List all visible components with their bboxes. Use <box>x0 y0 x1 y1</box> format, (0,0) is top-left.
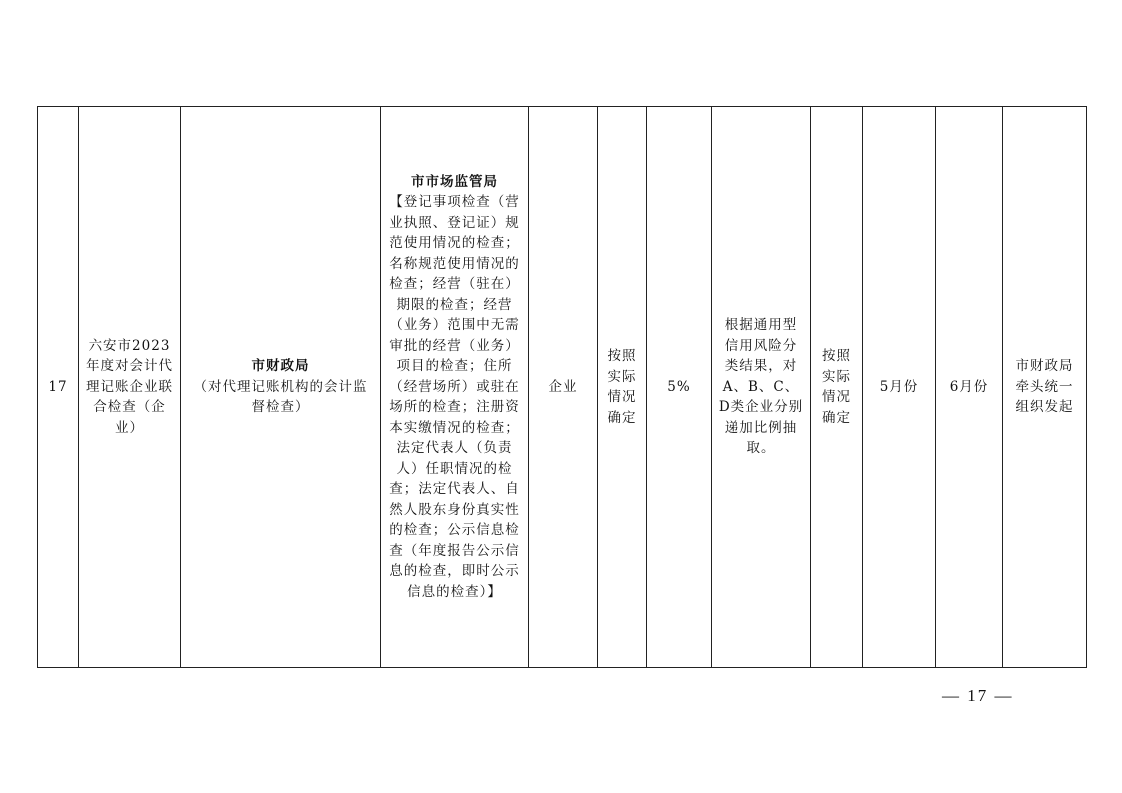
method-cell <box>712 107 811 668</box>
inspection-plan-table <box>37 106 1087 668</box>
lead-dept-detail: （对代理记账机构的会计监督检查） <box>193 378 368 416</box>
ratio-cell <box>647 107 712 668</box>
coop-dept-name: 市市场监管局 <box>411 173 498 190</box>
row-index: 17 <box>48 378 68 395</box>
task-name-cell <box>79 107 181 668</box>
inspection-frequency: 按照实际情况确定 <box>822 348 851 426</box>
frequency-cell <box>811 107 863 668</box>
row-index-cell <box>38 107 79 668</box>
lead-dept-name: 市财政局 <box>251 358 310 375</box>
sampling-method: 根据通用型信用风险分类结果，对A、B、C、D类企业分别递加比例抽取。 <box>718 317 804 457</box>
coop-dept-cell <box>381 107 529 668</box>
note-cell <box>1003 107 1087 668</box>
note: 市财政局牵头统一组织发起 <box>1015 358 1074 416</box>
start-month-cell <box>863 107 936 668</box>
page-number: — 17 — <box>942 686 1014 705</box>
quantity-cell <box>598 107 647 668</box>
end-month: 6月份 <box>949 378 989 395</box>
end-month-cell <box>936 107 1003 668</box>
lead-dept-cell <box>181 107 381 668</box>
start-month: 5月份 <box>879 378 919 395</box>
table-row <box>38 107 1087 668</box>
inspection-object: 企业 <box>548 378 578 395</box>
task-name: 六安市2023年度对会计代理记账企业联合检查（企业） <box>86 337 173 436</box>
sampling-ratio: 5% <box>667 378 691 395</box>
object-cell <box>529 107 598 668</box>
inspection-quantity: 按照实际情况确定 <box>607 348 637 426</box>
coop-dept-detail: 【登记事项检查（营业执照、登记证）规范使用情况的检查；名称规范使用情况的检查；经营（驻在）期限的检查；经营（业务）范围中无需审批的经营（业务）项目的检查；住所（经营场所）或驻在场所的检查；注册资本实缴情况的检查；法定代表人（负责人）任职情况的检查；法定代表人、自然人股东身份真实性的检查；公示信息检查（年度报告公示信息的检查，即时公示信息的检查）】 <box>389 194 520 600</box>
